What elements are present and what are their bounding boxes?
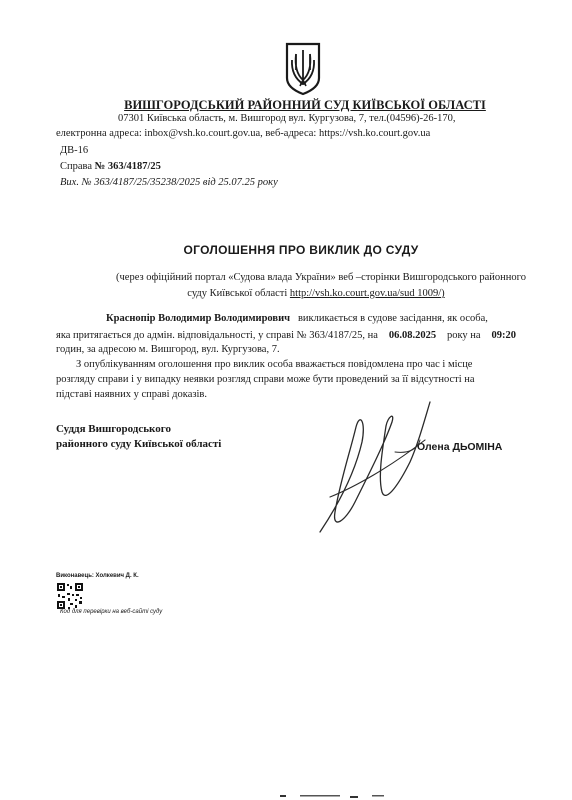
date-suffix: року на [446, 330, 481, 341]
trident-emblem-icon [283, 40, 323, 96]
paragraph2-line3: підставі наявних у справі доказів. [56, 389, 208, 400]
case-number: № 363/4187/25 [94, 161, 161, 172]
notice-title: ОГОЛОШЕННЯ ПРО ВИКЛИК ДО СУДУ [183, 243, 419, 257]
subtitle-text: суду Київської області [187, 288, 288, 299]
judge-role-line1: Суддя Вишгородського [56, 423, 171, 435]
hearing-address: годин, за адресою м. Вишгород, вул. Кургузова, 7. [56, 344, 280, 355]
hearing-date: 06.08.2025 [388, 330, 437, 341]
hearing-time: 09:20 [491, 330, 516, 341]
judge-name: Олена ДЬОМІНА [417, 441, 503, 453]
paragraph1-line2 [56, 330, 516, 341]
paragraph1-line1 [106, 313, 488, 324]
judge-role-line2: районного суду Київської області [56, 438, 222, 450]
executor-line: Виконавець: Холкевич Д. К. [56, 573, 139, 579]
court-address: 07301 Київська область, м. Вишгород вул. Кургузова, 7, тел.(04596)-26-170, [118, 113, 456, 124]
summons-text: викликається в судове засідання, як особа, [297, 313, 488, 324]
handwritten-signature [300, 382, 440, 547]
notice-subtitle-line1: (через офіційний портал «Судова влада України» веб –сторінки Вишгородського районного [116, 272, 526, 283]
notice-subtitle-line2 [0, 288, 572, 299]
form-code: ДВ-16 [60, 145, 89, 156]
case-label: Справа [60, 161, 93, 172]
court-url-link[interactable]: http://vsh.ko.court.gov.ua/sud 1009/) [289, 288, 445, 299]
court-name: ВИШГОРОДСЬКИЙ РАЙОННИЙ СУД КИЇВСЬКОЇ ОБЛАСТІ [124, 98, 486, 112]
outgoing-number: Вих. № 363/4187/25/35238/2025 від 25.07.25 року [60, 177, 278, 188]
person-name: Краснопір Володимир Володимирович [106, 313, 291, 324]
qr-caption: Код для перевірки на веб-сайті суду [60, 609, 163, 615]
case-reference: яка притягається до адмін. відповідальності, у справі № 363/4187/25, на [56, 330, 378, 341]
qr-code-icon [56, 582, 84, 610]
court-contacts: електронна адреса: inbox@vsh.ko.court.gov.ua, веб-адреса: https://vsh.ko.court.gov.ua [56, 128, 431, 139]
paragraph2-line1: З опублікуванням оголошення про виклик особа вважається повідомлена про час і місце [76, 359, 473, 370]
scan-edge-marks [0, 792, 572, 800]
case-line [60, 161, 161, 172]
paragraph2-line2: розгляду справи і у випадку неявки розгляд справи може бути проведений за її відсутності на [56, 374, 475, 385]
